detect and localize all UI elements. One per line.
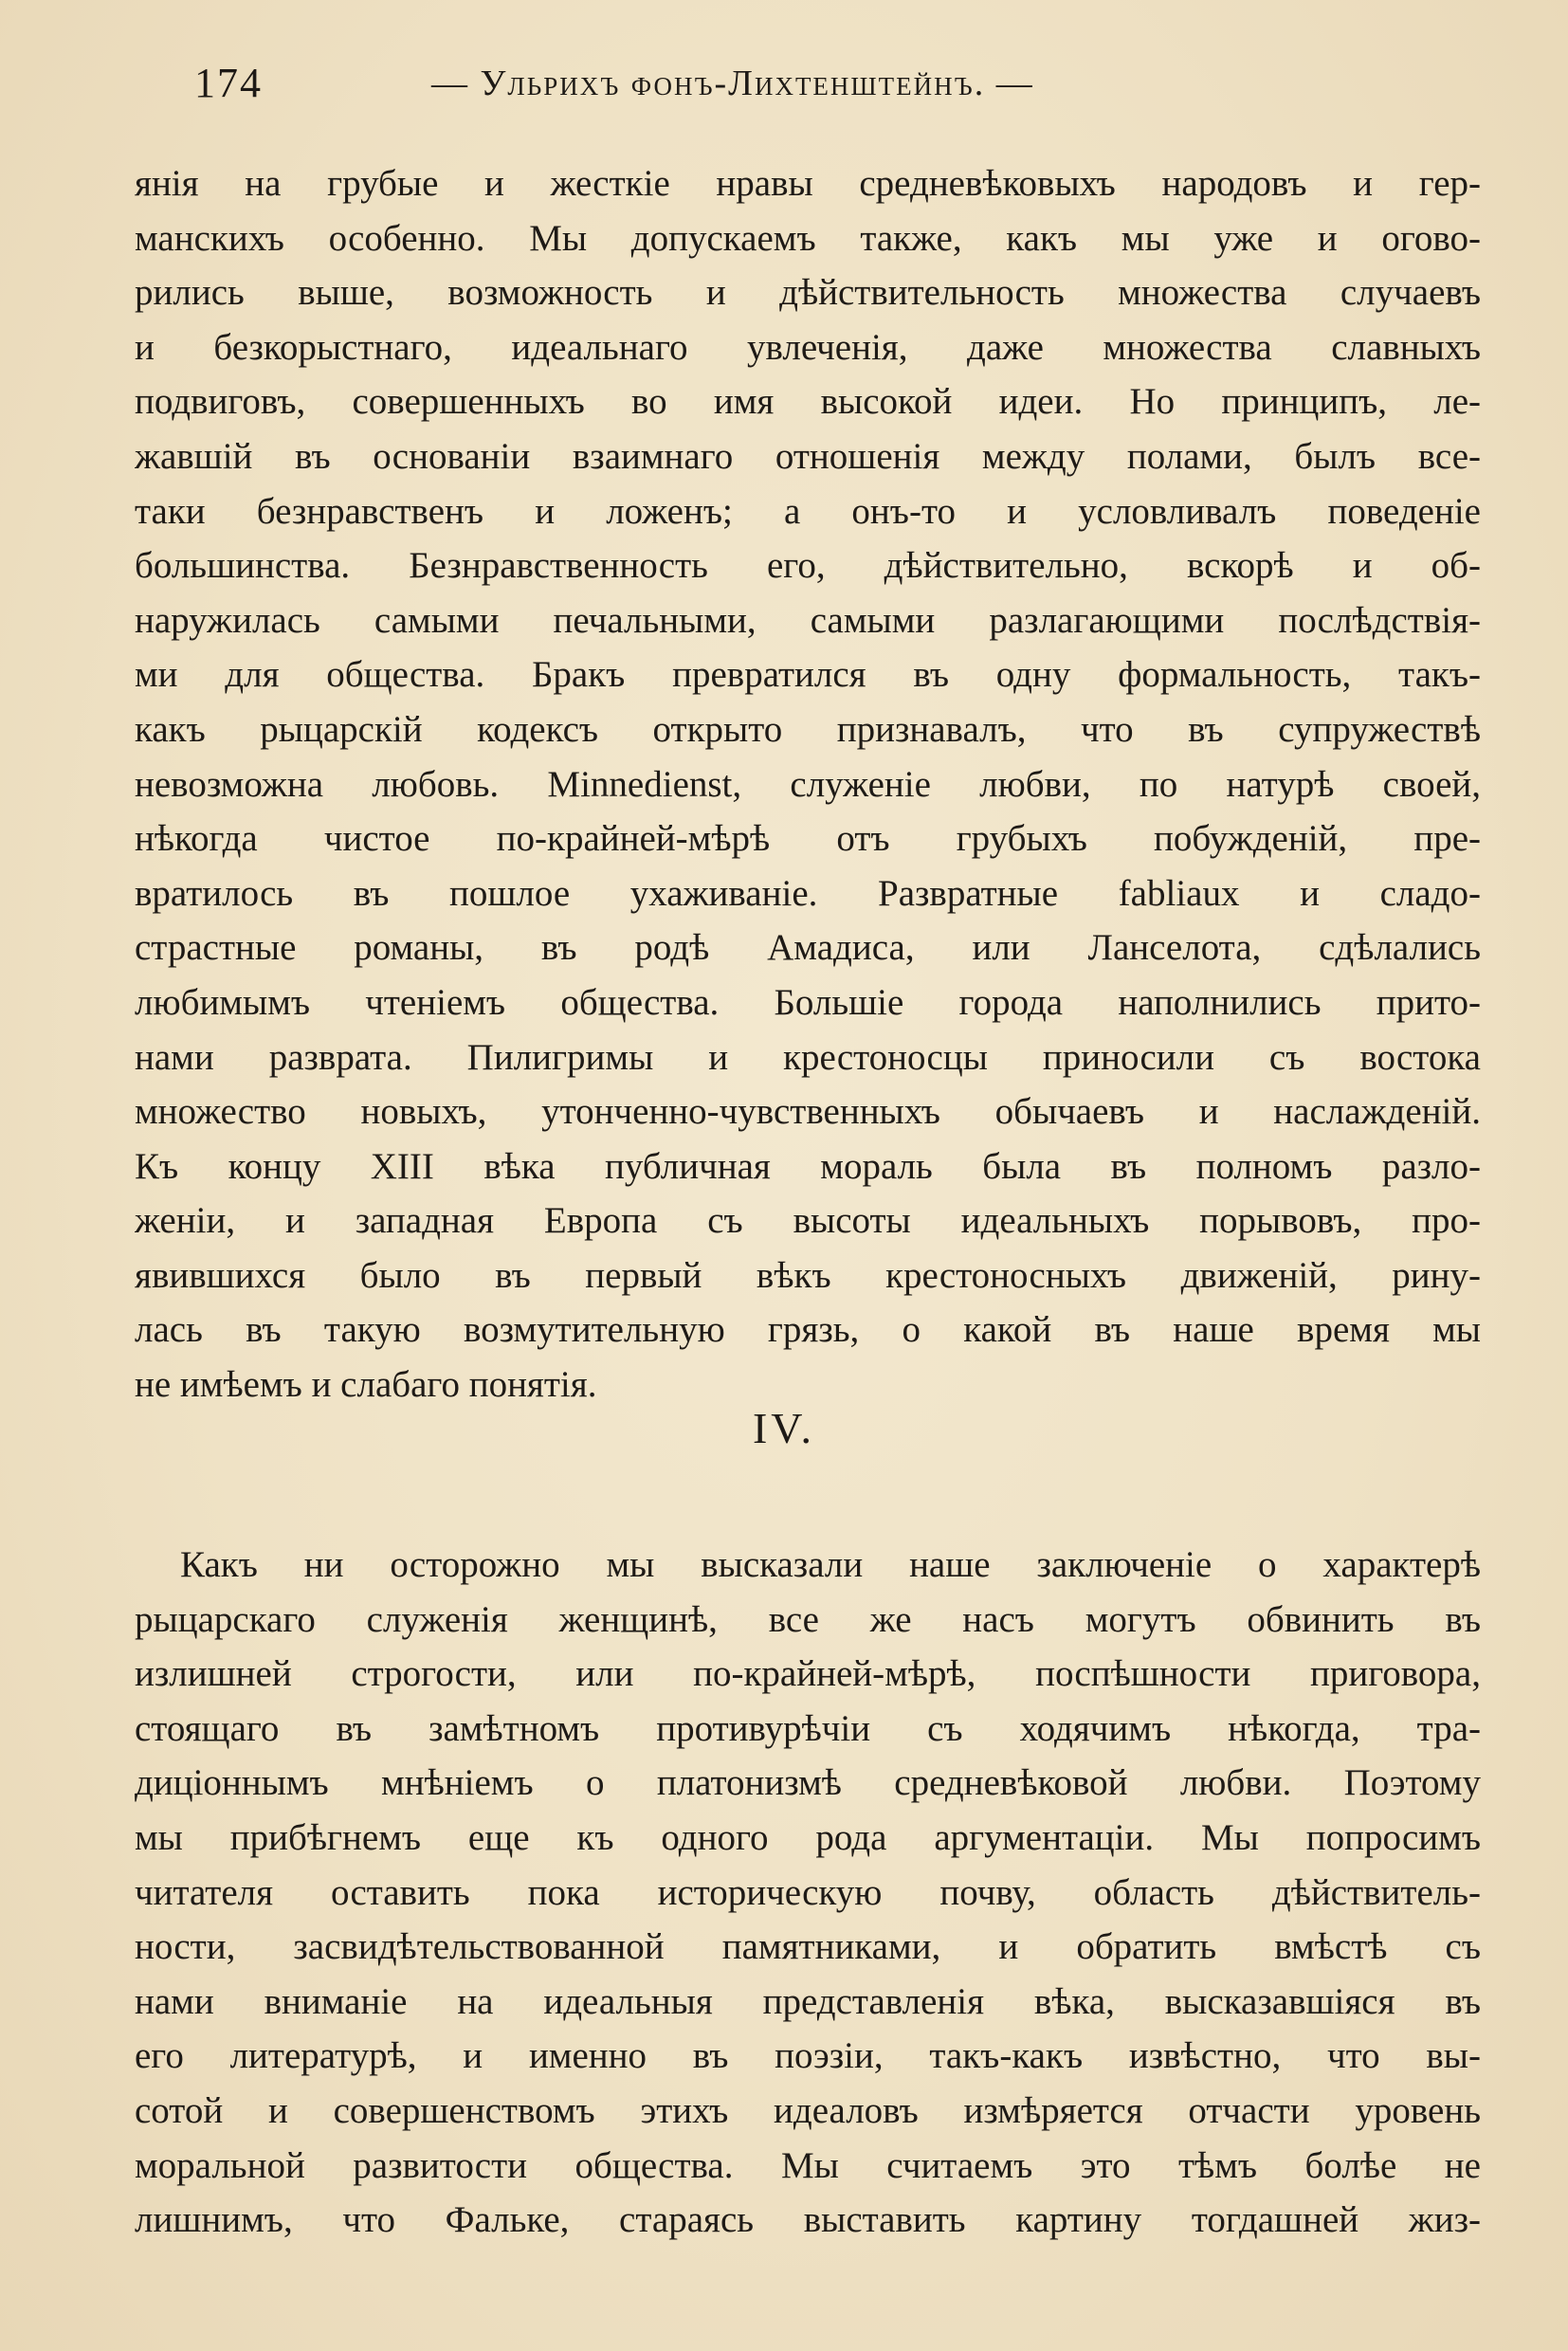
text-line: множество новыхъ, утонченно-чувственныхъ обычаевъ и наслажденій.	[135, 1091, 1481, 1133]
text-line: манскихъ особенно. Мы допускаемъ также, какъ мы уже и огово-	[135, 217, 1481, 259]
page-header	[194, 59, 1474, 116]
text-line: янія на грубые и жесткіе нравы средневѣковыхъ народовъ и гер-	[135, 163, 1481, 204]
text-line: большинства. Безнравственность его, дѣйствительно, вскорѣ и об-	[135, 545, 1481, 587]
paragraph-1	[135, 156, 1481, 1412]
text-line: его литературѣ, и именно въ поэзіи, такъ-какъ извѣстно, что вы-	[135, 2035, 1481, 2077]
text-line: страстные романы, въ родѣ Амадиса, или Ланселота, сдѣлались	[135, 927, 1481, 969]
text-line: стоящаго въ замѣтномъ противурѣчіи съ ходячимъ нѣкогда, тра-	[135, 1707, 1481, 1749]
text-line: излишней строгости, или по-крайней-мѣрѣ, поспѣшности приговора,	[135, 1653, 1481, 1695]
text-line: какъ рыцарскій кодексъ открыто признавалъ, что въ супружествѣ	[135, 708, 1481, 750]
text-line: подвиговъ, совершенныхъ во имя высокой идеи. Но принципъ, ле-	[135, 381, 1481, 423]
text-line: не имѣемъ и слабаго понятія.	[135, 1364, 597, 1406]
text-line: Какъ ни осторожно мы высказали наше заключеніе о характерѣ	[180, 1544, 1481, 1585]
text-line: рились выше, возможность и дѣйствительность множества случаевъ	[135, 272, 1481, 314]
text-line: и безкорыстнаго, идеальнаго увлеченія, даже множества славныхъ	[135, 326, 1481, 368]
text-line: нами вниманіе на идеальныя представленія вѣка, высказавшіяся въ	[135, 1980, 1481, 2022]
text-line: жавшій въ основаніи взаимнаго отношенія между полами, былъ все-	[135, 435, 1481, 477]
paragraph-2	[135, 1538, 1481, 2248]
text-line: невозможна любовь. Minnedienst, служеніе любви, по натурѣ своей,	[135, 763, 1481, 805]
text-line: вратилось въ пошлое ухаживаніе. Развратные fabliaux и сладо-	[135, 872, 1481, 914]
text-line: любимымъ чтеніемъ общества. Большіе города наполнились прито-	[135, 981, 1481, 1023]
text-line: читателя оставить пока историческую почву, область дѣйствитель-	[135, 1871, 1481, 1913]
text-line: таки безнравственъ и ложенъ; а онъ-то и условливалъ поведеніе	[135, 490, 1481, 532]
text-line: лась въ такую возмутительную грязь, о какой въ наше время мы	[135, 1309, 1481, 1351]
text-line: нѣкогда чистое по-крайней-мѣрѣ отъ грубыхъ побужденій, пре-	[135, 818, 1481, 860]
text-line: ми для общества. Бракъ превратился въ одну формальность, такъ-	[135, 654, 1481, 696]
text-line: Къ концу XIII вѣка публичная мораль была въ полномъ разло-	[135, 1145, 1481, 1187]
section-heading: IV.	[752, 1404, 816, 1452]
text-line: сотой и совершенствомъ этихъ идеаловъ измѣряется отчасти уровень	[135, 2089, 1481, 2131]
text-line: женіи, и западная Европа съ высоты идеальныхъ порывовъ, про-	[135, 1200, 1481, 1242]
text-line: ности, засвидѣтельствованной памятниками, и обратить вмѣстѣ съ	[135, 1926, 1481, 1968]
page-number: 174	[194, 60, 263, 106]
running-title: — Ульрихъ фонъ-Лихтенштейнъ. —	[431, 64, 1034, 103]
text-line: явившихся было въ первый вѣкъ крестоносныхъ движеній, рину-	[135, 1254, 1481, 1296]
text-line: нами разврата. Пилигримы и крестоносцы приносили съ востока	[135, 1036, 1481, 1078]
text-line: диціоннымъ мнѣніемъ о платонизмѣ средневѣковой любви. Поэтому	[135, 1762, 1481, 1804]
text-line: наружилась самыми печальными, самыми разлагающими послѣдствія-	[135, 599, 1481, 641]
text-line: мы прибѣгнемъ еще къ одного рода аргументаціи. Мы попросимъ	[135, 1816, 1481, 1858]
text-line: моральной развитости общества. Мы считаемъ это тѣмъ болѣе не	[135, 2144, 1481, 2186]
text-line: лишнимъ, что Фальке, стараясь выставить картину тогдашней жиз-	[135, 2199, 1481, 2241]
text-line: рыцарскаго служенія женщинѣ, все же насъ могутъ обвинить въ	[135, 1598, 1481, 1640]
